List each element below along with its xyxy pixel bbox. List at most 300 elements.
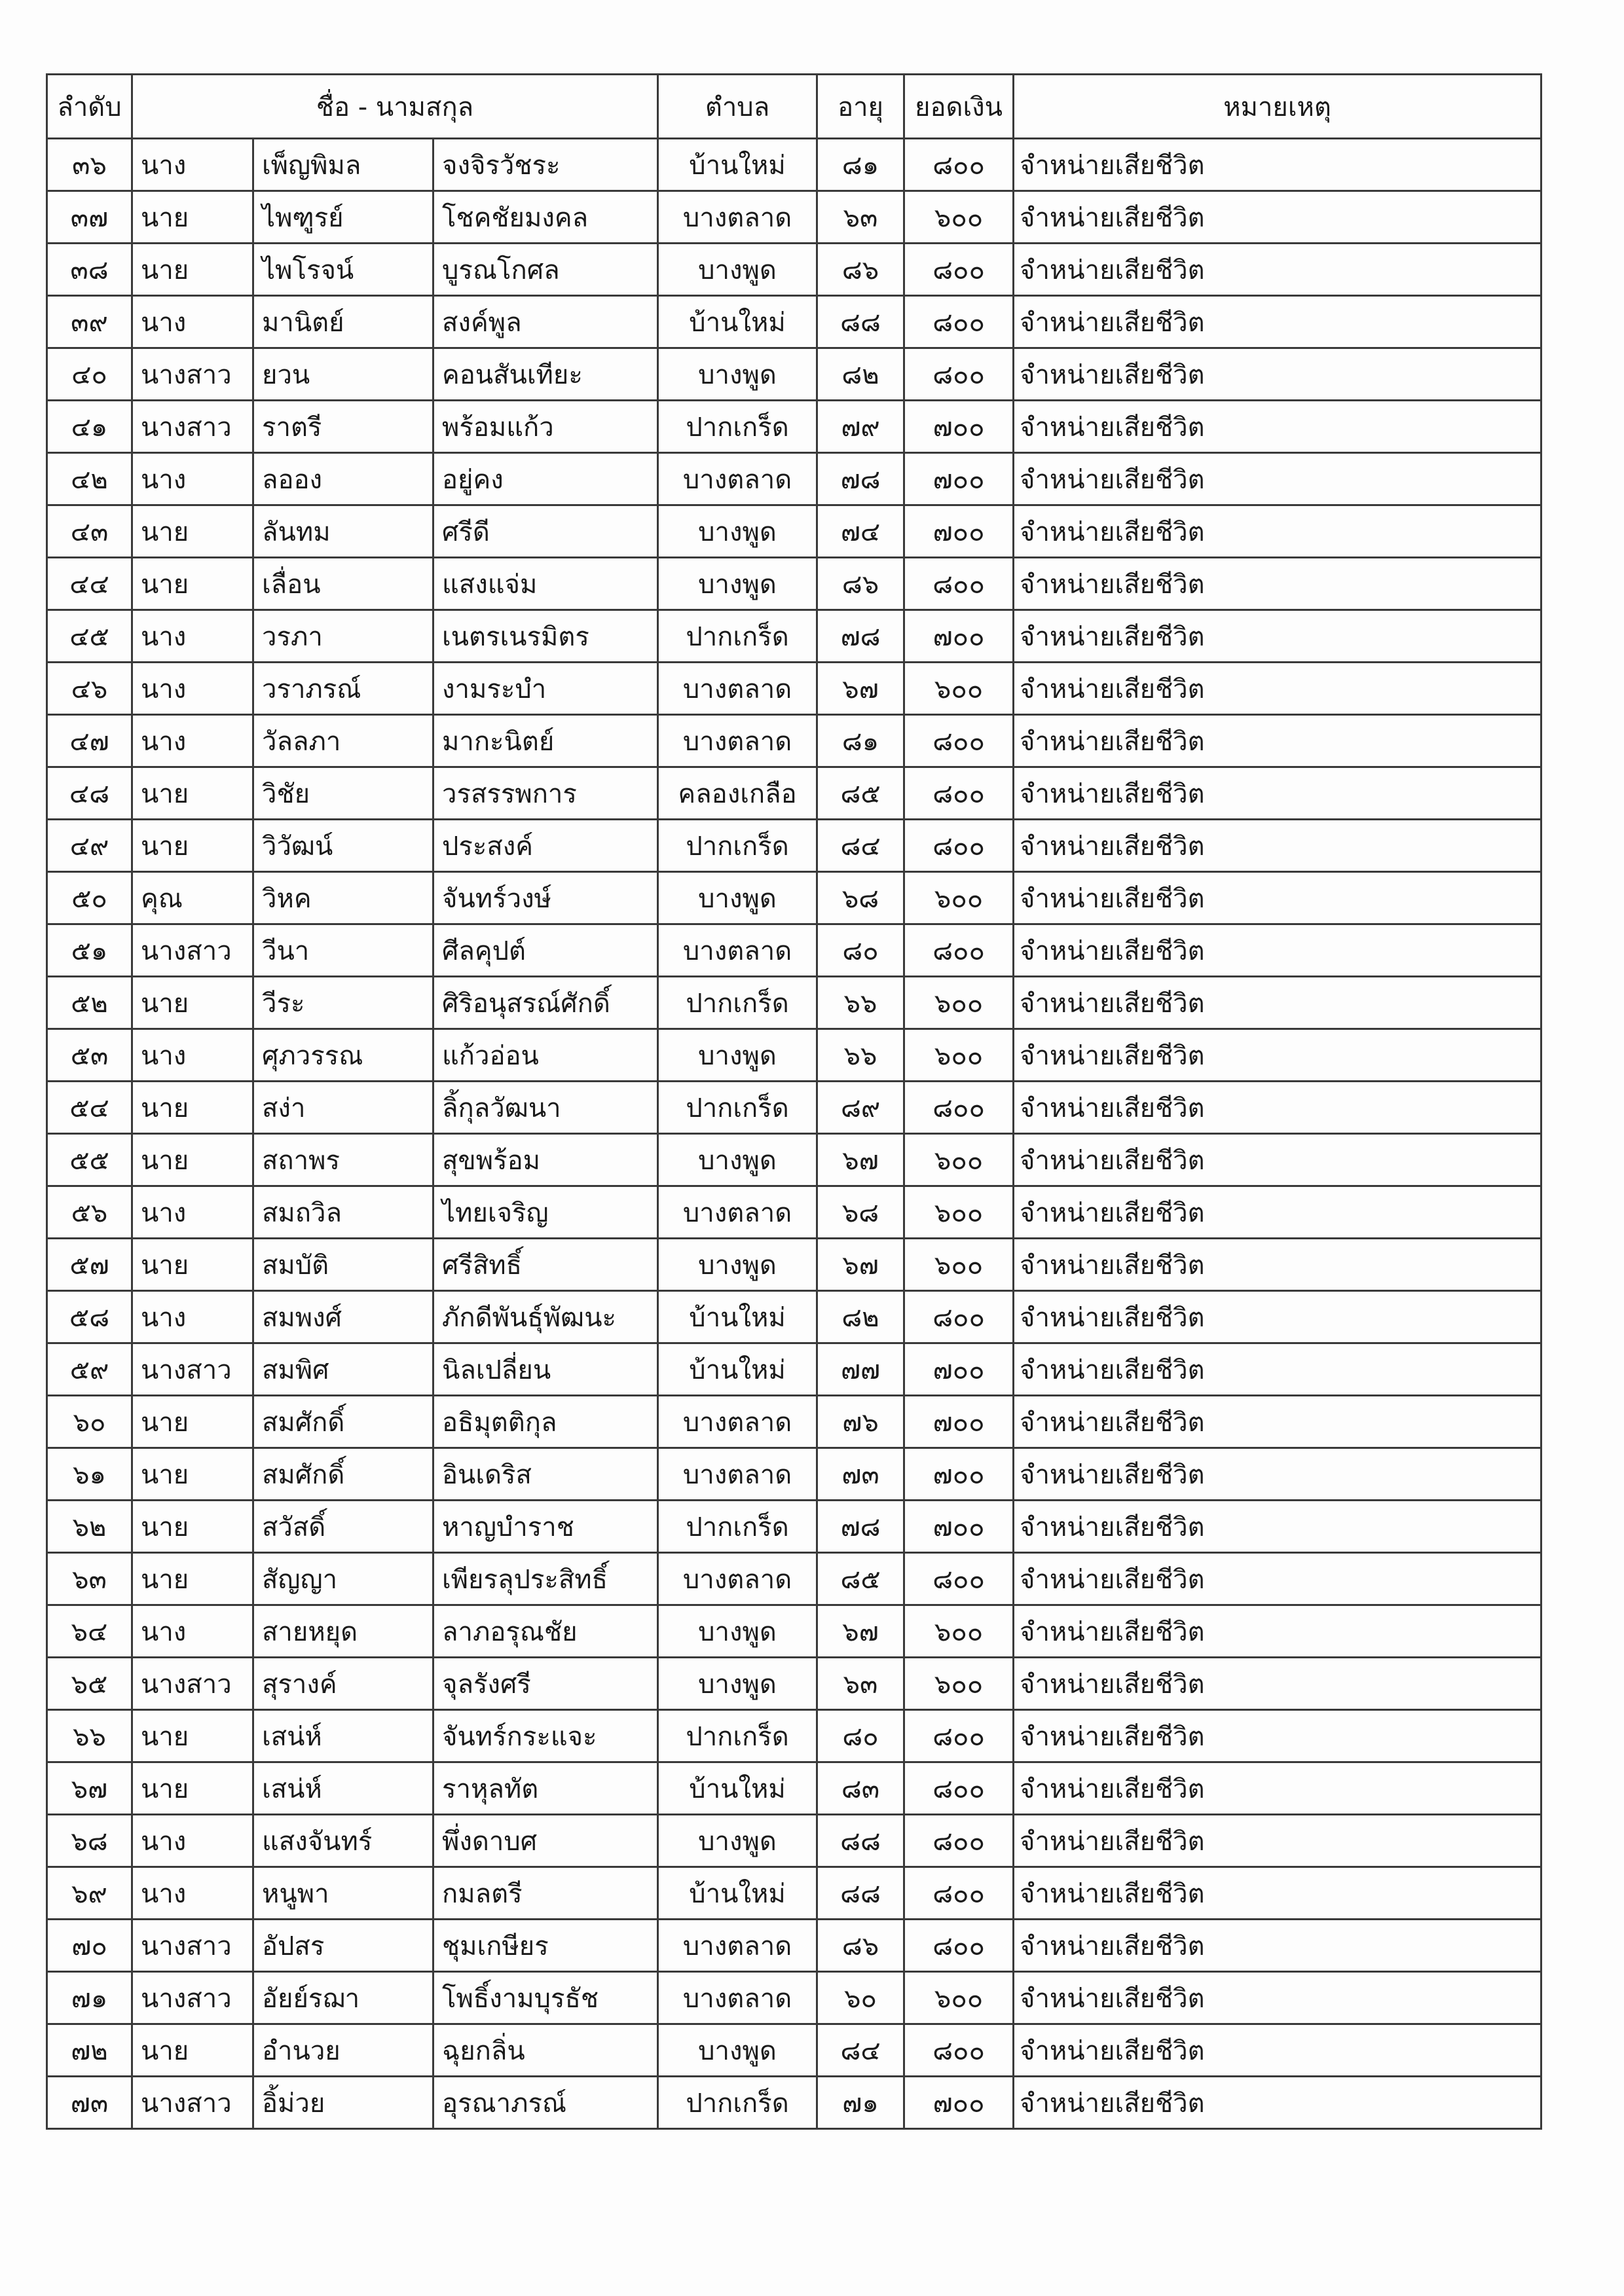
amount-cell: ๘๐๐: [904, 1762, 1014, 1815]
subdistrict-cell: บางตลาด: [658, 715, 817, 767]
remark-cell: จำหน่ายเสียชีวิต: [1014, 296, 1541, 348]
name-title-cell: นาย: [132, 1762, 253, 1815]
last-name-cell: สงค์พูล: [434, 296, 658, 348]
subdistrict-cell: บางพูด: [658, 1815, 817, 1867]
last-name-cell: ลาภอรุณชัย: [434, 1605, 658, 1658]
subdistrict-cell: ปากเกร็ด: [658, 1710, 817, 1762]
row-number-cell: ๔๕: [47, 610, 132, 663]
name-title-cell: นาง: [132, 453, 253, 505]
first-name-cell: สุรางค์: [253, 1658, 434, 1710]
row-number-cell: ๕๙: [47, 1343, 132, 1396]
header-age: อายุ: [817, 75, 904, 139]
first-name-cell: สมถวิล: [253, 1186, 434, 1239]
subdistrict-cell: บางพูด: [658, 558, 817, 610]
row-number-cell: ๗๓: [47, 2077, 132, 2129]
remark-cell: จำหน่ายเสียชีวิต: [1014, 820, 1541, 872]
last-name-cell: ชุมเกษียร: [434, 1920, 658, 1972]
last-name-cell: อยู่คง: [434, 453, 658, 505]
first-name-cell: ลออง: [253, 453, 434, 505]
name-title-cell: นางสาว: [132, 1658, 253, 1710]
remark-cell: จำหน่ายเสียชีวิต: [1014, 977, 1541, 1029]
age-cell: ๘๑: [817, 715, 904, 767]
table-row: [47, 924, 1541, 977]
table-row: [47, 1501, 1541, 1553]
row-number-cell: ๗๐: [47, 1920, 132, 1972]
row-number-cell: ๓๖: [47, 139, 132, 191]
beneficiary-table: [46, 73, 1542, 2130]
last-name-cell: อุรณาภรณ์: [434, 2077, 658, 2129]
remark-cell: จำหน่ายเสียชีวิต: [1014, 1029, 1541, 1082]
age-cell: ๘๖: [817, 558, 904, 610]
amount-cell: ๖๐๐: [904, 872, 1014, 924]
table-row: [47, 1553, 1541, 1605]
amount-cell: ๘๐๐: [904, 1867, 1014, 1920]
table-row: [47, 1082, 1541, 1134]
table-row: [47, 1186, 1541, 1239]
table-row: [47, 139, 1541, 191]
amount-cell: ๗๐๐: [904, 1501, 1014, 1553]
subdistrict-cell: บ้านใหม่: [658, 296, 817, 348]
first-name-cell: เสน่ห์: [253, 1710, 434, 1762]
name-title-cell: นาย: [132, 244, 253, 296]
age-cell: ๗๘: [817, 610, 904, 663]
last-name-cell: คอนสันเทียะ: [434, 348, 658, 401]
last-name-cell: ไทยเจริญ: [434, 1186, 658, 1239]
table-row: [47, 977, 1541, 1029]
name-title-cell: นางสาว: [132, 2077, 253, 2129]
first-name-cell: สวัสดิ์: [253, 1501, 434, 1553]
row-number-cell: ๕๐: [47, 872, 132, 924]
first-name-cell: สง่า: [253, 1082, 434, 1134]
amount-cell: ๘๐๐: [904, 1082, 1014, 1134]
first-name-cell: วราภรณ์: [253, 663, 434, 715]
amount-cell: ๗๐๐: [904, 2077, 1014, 2129]
amount-cell: ๖๐๐: [904, 1134, 1014, 1186]
row-number-cell: ๓๘: [47, 244, 132, 296]
name-title-cell: นางสาว: [132, 348, 253, 401]
remark-cell: จำหน่ายเสียชีวิต: [1014, 872, 1541, 924]
subdistrict-cell: บางตลาด: [658, 191, 817, 244]
subdistrict-cell: บางพูด: [658, 348, 817, 401]
remark-cell: จำหน่ายเสียชีวิต: [1014, 924, 1541, 977]
age-cell: ๘๘: [817, 1815, 904, 1867]
last-name-cell: จันทร์กระแจะ: [434, 1710, 658, 1762]
name-title-cell: นาง: [132, 1605, 253, 1658]
table-row: [47, 663, 1541, 715]
amount-cell: ๖๐๐: [904, 191, 1014, 244]
name-title-cell: นาย: [132, 1239, 253, 1291]
age-cell: ๘๐: [817, 1710, 904, 1762]
table-row: [47, 715, 1541, 767]
amount-cell: ๗๐๐: [904, 453, 1014, 505]
first-name-cell: เสน่ห์: [253, 1762, 434, 1815]
table-row: [47, 1920, 1541, 1972]
amount-cell: ๘๐๐: [904, 715, 1014, 767]
remark-cell: จำหน่ายเสียชีวิต: [1014, 663, 1541, 715]
first-name-cell: อำนวย: [253, 2024, 434, 2077]
table-row: [47, 401, 1541, 453]
last-name-cell: โพธิ์งามบุรธัช: [434, 1972, 658, 2024]
header-order: ลำดับ: [47, 75, 132, 139]
row-number-cell: ๓๗: [47, 191, 132, 244]
last-name-cell: จุลรังศรี: [434, 1658, 658, 1710]
last-name-cell: พร้อมแก้ว: [434, 401, 658, 453]
last-name-cell: แสงแจ่ม: [434, 558, 658, 610]
subdistrict-cell: บางตลาด: [658, 1186, 817, 1239]
name-title-cell: นาง: [132, 610, 253, 663]
row-number-cell: ๔๖: [47, 663, 132, 715]
remark-cell: จำหน่ายเสียชีวิต: [1014, 2077, 1541, 2129]
last-name-cell: ศรีดี: [434, 505, 658, 558]
remark-cell: จำหน่ายเสียชีวิต: [1014, 348, 1541, 401]
row-number-cell: ๖๒: [47, 1501, 132, 1553]
age-cell: ๖๗: [817, 1239, 904, 1291]
amount-cell: ๖๐๐: [904, 1029, 1014, 1082]
subdistrict-cell: บางตลาด: [658, 1553, 817, 1605]
remark-cell: จำหน่ายเสียชีวิต: [1014, 1972, 1541, 2024]
remark-cell: จำหน่ายเสียชีวิต: [1014, 1658, 1541, 1710]
row-number-cell: ๔๒: [47, 453, 132, 505]
name-title-cell: นาย: [132, 1501, 253, 1553]
first-name-cell: ยวน: [253, 348, 434, 401]
amount-cell: ๘๐๐: [904, 558, 1014, 610]
row-number-cell: ๕๖: [47, 1186, 132, 1239]
amount-cell: ๗๐๐: [904, 1448, 1014, 1501]
subdistrict-cell: บ้านใหม่: [658, 1867, 817, 1920]
remark-cell: จำหน่ายเสียชีวิต: [1014, 1134, 1541, 1186]
first-name-cell: สมบัติ: [253, 1239, 434, 1291]
table-row: [47, 820, 1541, 872]
subdistrict-cell: บางพูด: [658, 1239, 817, 1291]
remark-cell: จำหน่ายเสียชีวิต: [1014, 715, 1541, 767]
age-cell: ๘๔: [817, 820, 904, 872]
age-cell: ๘๒: [817, 1291, 904, 1343]
remark-cell: จำหน่ายเสียชีวิต: [1014, 401, 1541, 453]
amount-cell: ๘๐๐: [904, 296, 1014, 348]
row-number-cell: ๕๔: [47, 1082, 132, 1134]
first-name-cell: สมพงศ์: [253, 1291, 434, 1343]
age-cell: ๗๓: [817, 1448, 904, 1501]
age-cell: ๖๓: [817, 1658, 904, 1710]
name-title-cell: นางสาว: [132, 1343, 253, 1396]
table-row: [47, 1029, 1541, 1082]
first-name-cell: ศุภวรรณ: [253, 1029, 434, 1082]
table-row: [47, 1815, 1541, 1867]
table-row: [47, 191, 1541, 244]
last-name-cell: บูรณโกศล: [434, 244, 658, 296]
last-name-cell: ศีลคุปต์: [434, 924, 658, 977]
subdistrict-cell: บ้านใหม่: [658, 139, 817, 191]
row-number-cell: ๓๙: [47, 296, 132, 348]
remark-cell: จำหน่ายเสียชีวิต: [1014, 1920, 1541, 1972]
row-number-cell: ๕๘: [47, 1291, 132, 1343]
age-cell: ๖๐: [817, 1972, 904, 2024]
name-title-cell: นาย: [132, 2024, 253, 2077]
subdistrict-cell: บางพูด: [658, 1134, 817, 1186]
first-name-cell: มานิตย์: [253, 296, 434, 348]
name-title-cell: นางสาว: [132, 924, 253, 977]
row-number-cell: ๔๐: [47, 348, 132, 401]
amount-cell: ๘๐๐: [904, 244, 1014, 296]
age-cell: ๘๘: [817, 1867, 904, 1920]
first-name-cell: เลื่อน: [253, 558, 434, 610]
subdistrict-cell: บางพูด: [658, 1029, 817, 1082]
age-cell: ๗๗: [817, 1343, 904, 1396]
amount-cell: ๖๐๐: [904, 1972, 1014, 2024]
subdistrict-cell: บางตลาด: [658, 1448, 817, 1501]
age-cell: ๘๑: [817, 139, 904, 191]
name-title-cell: นาย: [132, 1134, 253, 1186]
name-title-cell: นาง: [132, 663, 253, 715]
remark-cell: จำหน่ายเสียชีวิต: [1014, 1501, 1541, 1553]
remark-cell: จำหน่ายเสียชีวิต: [1014, 1867, 1541, 1920]
last-name-cell: งามระบำ: [434, 663, 658, 715]
name-title-cell: นาย: [132, 191, 253, 244]
first-name-cell: วีนา: [253, 924, 434, 977]
row-number-cell: ๕๒: [47, 977, 132, 1029]
first-name-cell: สมศักดิ์: [253, 1448, 434, 1501]
remark-cell: จำหน่ายเสียชีวิต: [1014, 1710, 1541, 1762]
subdistrict-cell: บางพูด: [658, 244, 817, 296]
remark-cell: จำหน่ายเสียชีวิต: [1014, 139, 1541, 191]
last-name-cell: วรสรรพการ: [434, 767, 658, 820]
name-title-cell: นางสาว: [132, 401, 253, 453]
remark-cell: จำหน่ายเสียชีวิต: [1014, 1762, 1541, 1815]
table-row: [47, 767, 1541, 820]
amount-cell: ๗๐๐: [904, 505, 1014, 558]
header-subdistrict: ตำบล: [658, 75, 817, 139]
row-number-cell: ๖๔: [47, 1605, 132, 1658]
remark-cell: จำหน่ายเสียชีวิต: [1014, 1082, 1541, 1134]
name-title-cell: นาง: [132, 1867, 253, 1920]
last-name-cell: ฉุยกลิ่น: [434, 2024, 658, 2077]
last-name-cell: นิลเปลี่ยน: [434, 1343, 658, 1396]
row-number-cell: ๔๓: [47, 505, 132, 558]
table-row: [47, 1867, 1541, 1920]
row-number-cell: ๔๘: [47, 767, 132, 820]
subdistrict-cell: บางตลาด: [658, 453, 817, 505]
first-name-cell: วีระ: [253, 977, 434, 1029]
name-title-cell: นาย: [132, 1396, 253, 1448]
remark-cell: จำหน่ายเสียชีวิต: [1014, 1815, 1541, 1867]
amount-cell: ๘๐๐: [904, 139, 1014, 191]
age-cell: ๘๐: [817, 924, 904, 977]
last-name-cell: จันทร์วงษ์: [434, 872, 658, 924]
name-title-cell: นาย: [132, 1553, 253, 1605]
last-name-cell: ศิริอนุสรณ์ศักดิ์: [434, 977, 658, 1029]
row-number-cell: ๔๑: [47, 401, 132, 453]
name-title-cell: นาย: [132, 1448, 253, 1501]
age-cell: ๖๖: [817, 1029, 904, 1082]
row-number-cell: ๕๑: [47, 924, 132, 977]
name-title-cell: นาย: [132, 820, 253, 872]
last-name-cell: สุขพร้อม: [434, 1134, 658, 1186]
last-name-cell: โชคชัยมงคล: [434, 191, 658, 244]
subdistrict-cell: บ้านใหม่: [658, 1291, 817, 1343]
table-row: [47, 1343, 1541, 1396]
name-title-cell: นางสาว: [132, 1920, 253, 1972]
first-name-cell: วิหค: [253, 872, 434, 924]
subdistrict-cell: บางตลาด: [658, 1920, 817, 1972]
table-row: [47, 872, 1541, 924]
subdistrict-cell: บางตลาด: [658, 1396, 817, 1448]
row-number-cell: ๕๓: [47, 1029, 132, 1082]
table-row: [47, 1762, 1541, 1815]
table-row: [47, 505, 1541, 558]
remark-cell: จำหน่ายเสียชีวิต: [1014, 1343, 1541, 1396]
row-number-cell: ๖๓: [47, 1553, 132, 1605]
last-name-cell: จงจิรวัชระ: [434, 139, 658, 191]
name-title-cell: นาง: [132, 715, 253, 767]
first-name-cell: สถาพร: [253, 1134, 434, 1186]
age-cell: ๗๘: [817, 453, 904, 505]
last-name-cell: พึ่งดาบศ: [434, 1815, 658, 1867]
row-number-cell: ๗๒: [47, 2024, 132, 2077]
name-title-cell: นาง: [132, 1815, 253, 1867]
amount-cell: ๗๐๐: [904, 610, 1014, 663]
last-name-cell: เพียรลุประสิทธิ์: [434, 1553, 658, 1605]
row-number-cell: ๔๙: [47, 820, 132, 872]
subdistrict-cell: บ้านใหม่: [658, 1762, 817, 1815]
amount-cell: ๘๐๐: [904, 348, 1014, 401]
header-name: ชื่อ - นามสกุล: [132, 75, 658, 139]
table-row: [47, 1291, 1541, 1343]
name-title-cell: นาง: [132, 1291, 253, 1343]
amount-cell: ๘๐๐: [904, 1291, 1014, 1343]
amount-cell: ๘๐๐: [904, 1553, 1014, 1605]
first-name-cell: วิวัฒน์: [253, 820, 434, 872]
subdistrict-cell: บางตลาด: [658, 1972, 817, 2024]
row-number-cell: ๖๖: [47, 1710, 132, 1762]
name-title-cell: นาย: [132, 1082, 253, 1134]
amount-cell: ๖๐๐: [904, 1239, 1014, 1291]
remark-cell: จำหน่ายเสียชีวิต: [1014, 191, 1541, 244]
amount-cell: ๘๐๐: [904, 820, 1014, 872]
first-name-cell: อัปสร: [253, 1920, 434, 1972]
age-cell: ๖๖: [817, 977, 904, 1029]
table-body: [47, 139, 1541, 2129]
table-row: [47, 1134, 1541, 1186]
amount-cell: ๘๐๐: [904, 1710, 1014, 1762]
first-name-cell: สมศักดิ์: [253, 1396, 434, 1448]
amount-cell: ๖๐๐: [904, 1605, 1014, 1658]
age-cell: ๘๕: [817, 767, 904, 820]
last-name-cell: ราหุลทัต: [434, 1762, 658, 1815]
subdistrict-cell: ปากเกร็ด: [658, 977, 817, 1029]
age-cell: ๖๘: [817, 872, 904, 924]
name-title-cell: นาง: [132, 139, 253, 191]
age-cell: ๘๙: [817, 1082, 904, 1134]
amount-cell: ๖๐๐: [904, 1186, 1014, 1239]
row-number-cell: ๖๐: [47, 1396, 132, 1448]
amount-cell: ๗๐๐: [904, 1396, 1014, 1448]
last-name-cell: ประสงค์: [434, 820, 658, 872]
age-cell: ๘๒: [817, 348, 904, 401]
subdistrict-cell: บ้านใหม่: [658, 1343, 817, 1396]
remark-cell: จำหน่ายเสียชีวิต: [1014, 1553, 1541, 1605]
header-row: [47, 75, 1541, 139]
name-title-cell: นาย: [132, 505, 253, 558]
name-title-cell: นาง: [132, 1186, 253, 1239]
header-remark: หมายเหตุ: [1014, 75, 1541, 139]
first-name-cell: เพ็ญพิมล: [253, 139, 434, 191]
first-name-cell: สมพิศ: [253, 1343, 434, 1396]
row-number-cell: ๕๗: [47, 1239, 132, 1291]
last-name-cell: อธิมุตติกุล: [434, 1396, 658, 1448]
table-row: [47, 244, 1541, 296]
table-row: [47, 1239, 1541, 1291]
subdistrict-cell: บางพูด: [658, 505, 817, 558]
table-row: [47, 453, 1541, 505]
age-cell: ๖๗: [817, 1605, 904, 1658]
remark-cell: จำหน่ายเสียชีวิต: [1014, 1239, 1541, 1291]
remark-cell: จำหน่ายเสียชีวิต: [1014, 767, 1541, 820]
last-name-cell: ภักดีพันธุ์พัฒนะ: [434, 1291, 658, 1343]
first-name-cell: สายหยุด: [253, 1605, 434, 1658]
amount-cell: ๗๐๐: [904, 401, 1014, 453]
first-name-cell: วัลลภา: [253, 715, 434, 767]
subdistrict-cell: บางพูด: [658, 872, 817, 924]
subdistrict-cell: คลองเกลือ: [658, 767, 817, 820]
remark-cell: จำหน่ายเสียชีวิต: [1014, 2024, 1541, 2077]
last-name-cell: หาญบำราช: [434, 1501, 658, 1553]
subdistrict-cell: ปากเกร็ด: [658, 610, 817, 663]
table-row: [47, 2024, 1541, 2077]
name-title-cell: นาย: [132, 767, 253, 820]
name-title-cell: นาง: [132, 1029, 253, 1082]
first-name-cell: วิชัย: [253, 767, 434, 820]
age-cell: ๘๕: [817, 1553, 904, 1605]
row-number-cell: ๖๙: [47, 1867, 132, 1920]
table-row: [47, 1972, 1541, 2024]
subdistrict-cell: บางตลาด: [658, 663, 817, 715]
row-number-cell: ๖๘: [47, 1815, 132, 1867]
remark-cell: จำหน่ายเสียชีวิต: [1014, 1186, 1541, 1239]
remark-cell: จำหน่ายเสียชีวิต: [1014, 1396, 1541, 1448]
row-number-cell: ๔๗: [47, 715, 132, 767]
age-cell: ๗๑: [817, 2077, 904, 2129]
remark-cell: จำหน่ายเสียชีวิต: [1014, 505, 1541, 558]
table-row: [47, 296, 1541, 348]
name-title-cell: นาย: [132, 977, 253, 1029]
row-number-cell: ๖๗: [47, 1762, 132, 1815]
table-row: [47, 558, 1541, 610]
age-cell: ๘๓: [817, 1762, 904, 1815]
table-row: [47, 2077, 1541, 2129]
subdistrict-cell: บางพูด: [658, 1605, 817, 1658]
row-number-cell: ๖๑: [47, 1448, 132, 1501]
header-amount: ยอดเงิน: [904, 75, 1014, 139]
first-name-cell: ไพโรจน์: [253, 244, 434, 296]
row-number-cell: ๔๔: [47, 558, 132, 610]
age-cell: ๖๓: [817, 191, 904, 244]
table-row: [47, 1658, 1541, 1710]
age-cell: ๖๗: [817, 663, 904, 715]
row-number-cell: ๕๕: [47, 1134, 132, 1186]
first-name-cell: อิ้ม่วย: [253, 2077, 434, 2129]
row-number-cell: ๖๕: [47, 1658, 132, 1710]
first-name-cell: แสงจันทร์: [253, 1815, 434, 1867]
last-name-cell: กมลตรี: [434, 1867, 658, 1920]
subdistrict-cell: บางพูด: [658, 2024, 817, 2077]
age-cell: ๘๘: [817, 296, 904, 348]
table-row: [47, 1448, 1541, 1501]
age-cell: ๖๗: [817, 1134, 904, 1186]
amount-cell: ๘๐๐: [904, 924, 1014, 977]
subdistrict-cell: บางตลาด: [658, 924, 817, 977]
first-name-cell: ลันทม: [253, 505, 434, 558]
age-cell: ๘๖: [817, 1920, 904, 1972]
